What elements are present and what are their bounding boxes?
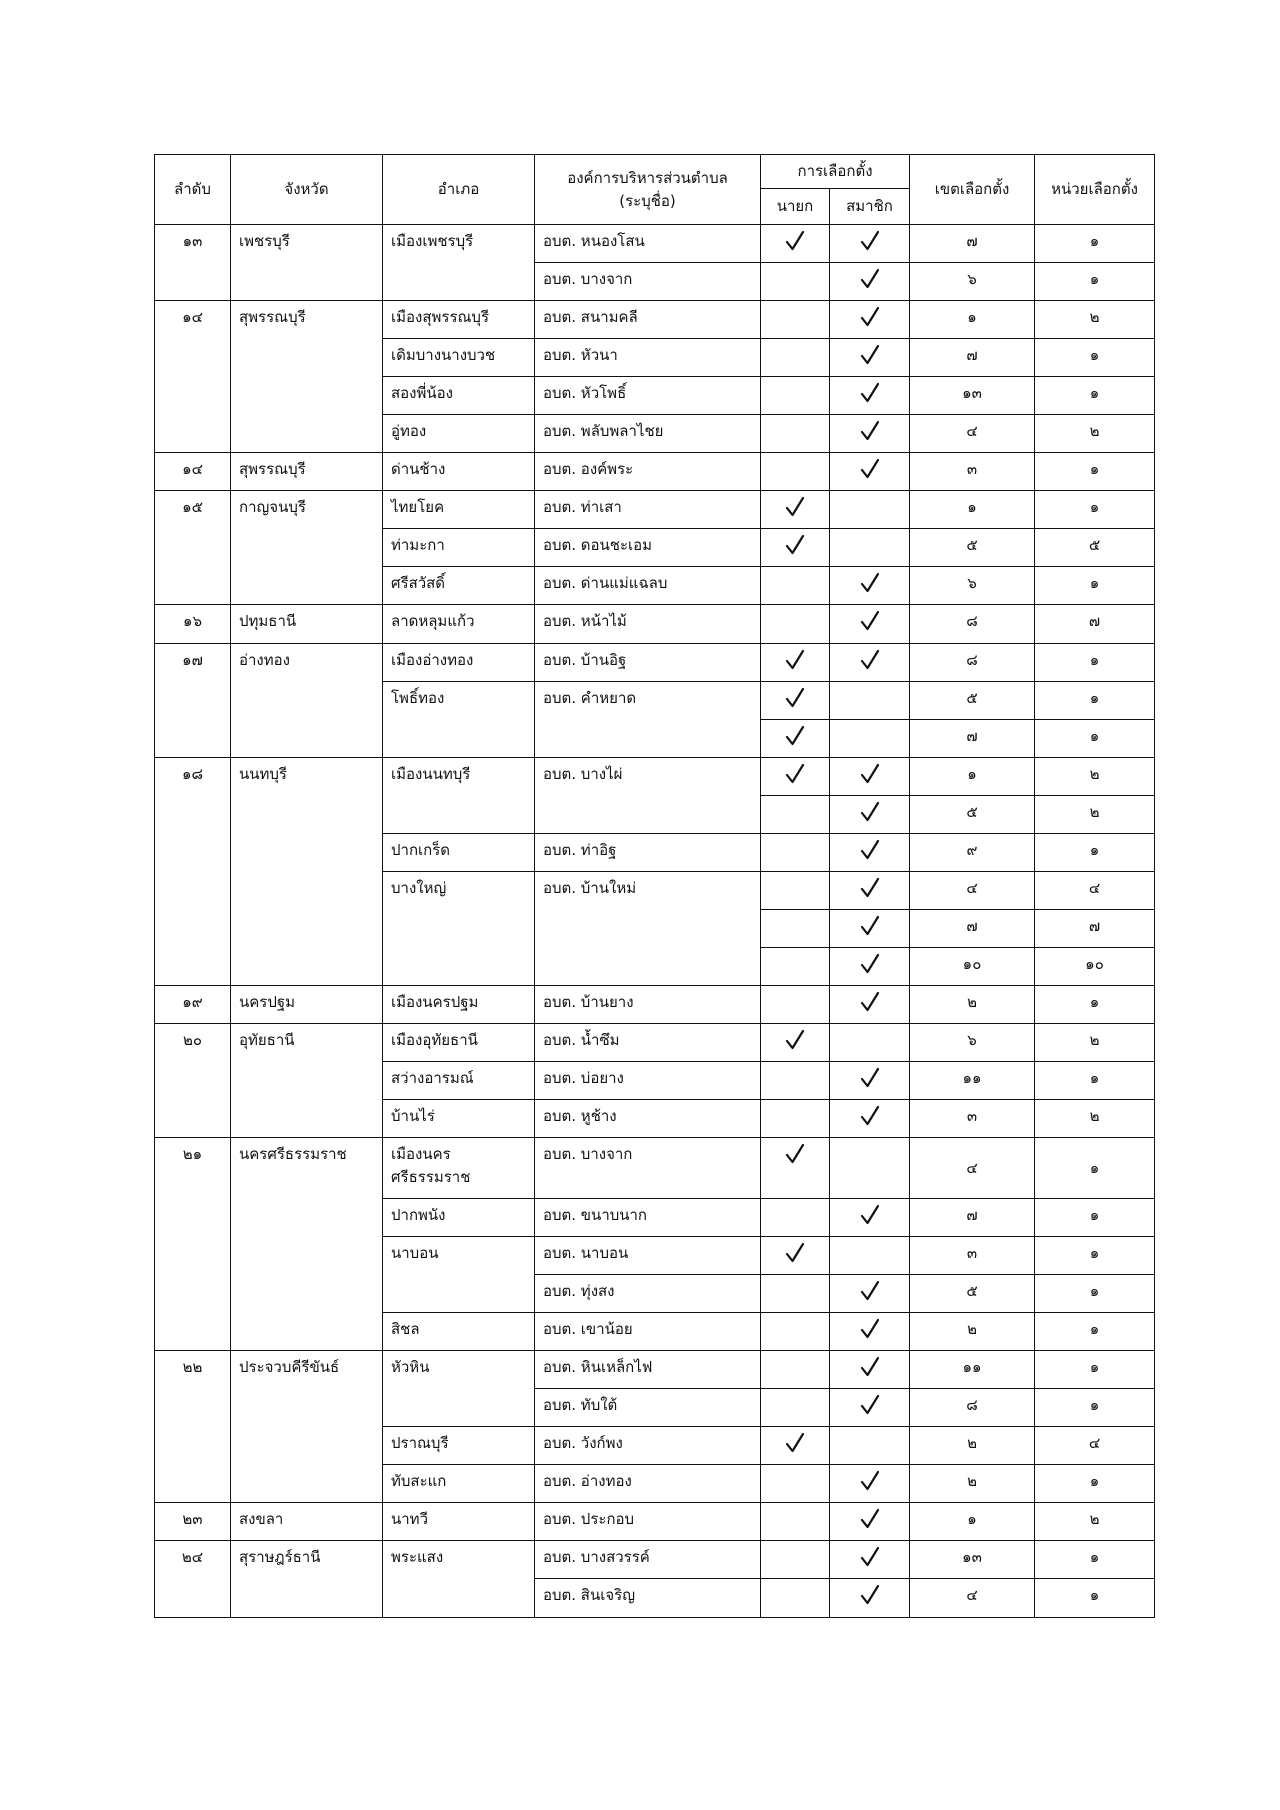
member-check-cell	[830, 909, 910, 947]
check-mark-icon	[859, 344, 881, 366]
row-number: ๑๘	[155, 757, 231, 985]
unit-cell: ๑	[1035, 453, 1155, 491]
unit-cell: ๒	[1035, 1503, 1155, 1541]
check-mark-icon	[784, 496, 806, 518]
mayor-check-cell	[761, 529, 830, 567]
unit-cell: ๒	[1035, 1023, 1155, 1061]
unit-cell: ๑	[1035, 1465, 1155, 1503]
organization-cell: อบต. วังก์พง	[535, 1427, 761, 1465]
header-mayor: นายก	[761, 189, 830, 225]
mayor-check-cell	[761, 757, 830, 795]
member-check-cell	[830, 947, 910, 985]
check-mark-icon	[859, 953, 881, 975]
check-mark-icon	[859, 1356, 881, 1378]
district-cell: ลาดหลุมแก้ว	[383, 605, 535, 643]
mayor-check-cell	[761, 947, 830, 985]
member-check-cell	[830, 1138, 910, 1199]
mayor-check-cell	[761, 1351, 830, 1389]
member-check-cell	[830, 1062, 910, 1100]
member-check-cell	[830, 529, 910, 567]
table-body	[155, 225, 1155, 1618]
district-cell: เมืองเพชรบุรี	[383, 225, 535, 301]
check-mark-icon	[859, 420, 881, 442]
province-cell: กาญจนบุรี	[231, 491, 383, 605]
zone-cell: ๓	[910, 1100, 1035, 1138]
zone-cell: ๔	[910, 1138, 1035, 1199]
unit-cell: ๒	[1035, 415, 1155, 453]
organization-cell: อบต. บางไผ่	[535, 757, 761, 833]
check-mark-icon	[784, 1143, 806, 1165]
check-mark-icon	[859, 1394, 881, 1416]
mayor-check-cell	[761, 1465, 830, 1503]
district-cell: นาบอน	[383, 1237, 535, 1313]
table-row	[155, 605, 1155, 643]
mayor-check-cell	[761, 339, 830, 377]
mayor-check-cell	[761, 567, 830, 605]
unit-cell: ๑	[1035, 1062, 1155, 1100]
zone-cell: ๘	[910, 605, 1035, 643]
organization-cell: อบต. สนามคลี	[535, 301, 761, 339]
organization-cell: อบต. ดอนชะเอม	[535, 529, 761, 567]
district-cell: ปากพนัง	[383, 1199, 535, 1237]
mayor-check-cell	[761, 1062, 830, 1100]
check-mark-icon	[859, 1508, 881, 1530]
member-check-cell	[830, 491, 910, 529]
header-organization-line1: องค์การบริหารส่วนตำบล	[567, 169, 728, 187]
organization-cell: อบต. บ้านยาง	[535, 985, 761, 1023]
zone-cell: ๑๑	[910, 1062, 1035, 1100]
row-number: ๒๒	[155, 1351, 231, 1503]
province-cell: สุราษฎร์ธานี	[231, 1541, 383, 1618]
unit-cell: ๑	[1035, 833, 1155, 871]
member-check-cell	[830, 1351, 910, 1389]
unit-cell: ๑	[1035, 377, 1155, 415]
check-mark-icon	[784, 534, 806, 556]
member-check-cell	[830, 1389, 910, 1427]
district-cell: เมืองนนทบุรี	[383, 757, 535, 833]
table-row	[155, 1023, 1155, 1061]
province-cell: นครศรีธรรมราช	[231, 1138, 383, 1351]
unit-cell: ๑	[1035, 339, 1155, 377]
district-cell: เมืองนครปฐม	[383, 985, 535, 1023]
member-check-cell	[830, 1023, 910, 1061]
table-row	[155, 225, 1155, 263]
organization-cell: อบต. พลับพลาไชย	[535, 415, 761, 453]
mayor-check-cell	[761, 491, 830, 529]
member-check-cell	[830, 415, 910, 453]
member-check-cell	[830, 719, 910, 757]
province-cell: นนทบุรี	[231, 757, 383, 985]
check-mark-icon	[859, 382, 881, 404]
zone-cell: ๑	[910, 491, 1035, 529]
zone-cell: ๒	[910, 985, 1035, 1023]
mayor-check-cell	[761, 1427, 830, 1465]
mayor-check-cell	[761, 833, 830, 871]
row-number: ๒๑	[155, 1138, 231, 1351]
unit-cell: ๗	[1035, 605, 1155, 643]
mayor-check-cell	[761, 871, 830, 909]
check-mark-icon	[784, 1029, 806, 1051]
row-number: ๑๔	[155, 453, 231, 491]
zone-cell: ๗	[910, 225, 1035, 263]
header-no: ลำดับ	[155, 155, 231, 225]
mayor-check-cell	[761, 225, 830, 263]
unit-cell: ๑	[1035, 263, 1155, 301]
row-number: ๒๓	[155, 1503, 231, 1541]
member-check-cell	[830, 377, 910, 415]
province-cell: สุพรรณบุรี	[231, 301, 383, 453]
organization-cell: อบต. บ้านใหม่	[535, 871, 761, 985]
member-check-cell	[830, 605, 910, 643]
row-number: ๒๔	[155, 1541, 231, 1618]
unit-cell: ๑	[1035, 1579, 1155, 1618]
mayor-check-cell	[761, 1389, 830, 1427]
organization-cell: อบต. น้ำซึม	[535, 1023, 761, 1061]
organization-cell: อบต. ท่าเสา	[535, 491, 761, 529]
header-election: การเลือกตั้ง	[761, 155, 910, 189]
unit-cell: ๑	[1035, 567, 1155, 605]
member-check-cell	[830, 833, 910, 871]
district-cell: เมืองอุทัยธานี	[383, 1023, 535, 1061]
zone-cell: ๗	[910, 1199, 1035, 1237]
check-mark-icon	[784, 763, 806, 785]
organization-cell: อบต. หนองโสน	[535, 225, 761, 263]
mayor-check-cell	[761, 719, 830, 757]
member-check-cell	[830, 985, 910, 1023]
zone-cell: ๑๓	[910, 377, 1035, 415]
organization-cell: อบต. หัวโพธิ์	[535, 377, 761, 415]
member-check-cell	[830, 681, 910, 719]
check-mark-icon	[859, 1470, 881, 1492]
check-mark-icon	[784, 230, 806, 252]
province-cell: นครปฐม	[231, 985, 383, 1023]
zone-cell: ๗	[910, 339, 1035, 377]
zone-cell: ๕	[910, 1275, 1035, 1313]
unit-cell: ๑	[1035, 1351, 1155, 1389]
province-cell: ประจวบคีรีขันธ์	[231, 1351, 383, 1503]
header-member: สมาชิก	[830, 189, 910, 225]
district-cell: บ้านไร่	[383, 1100, 535, 1138]
mayor-check-cell	[761, 263, 830, 301]
unit-cell: ๑	[1035, 491, 1155, 529]
member-check-cell	[830, 301, 910, 339]
row-number: ๒๐	[155, 1023, 231, 1137]
unit-cell: ๒	[1035, 795, 1155, 833]
district-cell: สองพี่น้อง	[383, 377, 535, 415]
district-cell: ปราณบุรี	[383, 1427, 535, 1465]
row-number: ๑๗	[155, 643, 231, 757]
mayor-check-cell	[761, 415, 830, 453]
table-row	[155, 985, 1155, 1023]
zone-cell: ๑	[910, 757, 1035, 795]
province-cell: อ่างทอง	[231, 643, 383, 757]
zone-cell: ๑๓	[910, 1541, 1035, 1579]
member-check-cell	[830, 1503, 910, 1541]
mayor-check-cell	[761, 643, 830, 681]
zone-cell: ๓	[910, 1237, 1035, 1275]
member-check-cell	[830, 339, 910, 377]
organization-cell: อบต. บางสวรรค์	[535, 1541, 761, 1579]
member-check-cell	[830, 1579, 910, 1618]
unit-cell: ๑๐	[1035, 947, 1155, 985]
district-cell: นาทวี	[383, 1503, 535, 1541]
check-mark-icon	[859, 1204, 881, 1226]
unit-cell: ๒	[1035, 301, 1155, 339]
province-cell: สุพรรณบุรี	[231, 453, 383, 491]
check-mark-icon	[859, 268, 881, 290]
mayor-check-cell	[761, 795, 830, 833]
zone-cell: ๗	[910, 909, 1035, 947]
table-row	[155, 491, 1155, 529]
zone-cell: ๔	[910, 871, 1035, 909]
unit-cell: ๑	[1035, 643, 1155, 681]
unit-cell: ๕	[1035, 529, 1155, 567]
check-mark-icon	[859, 991, 881, 1013]
zone-cell: ๘	[910, 643, 1035, 681]
unit-cell: ๑	[1035, 719, 1155, 757]
district-cell: ท่ามะกา	[383, 529, 535, 567]
member-check-cell	[830, 1465, 910, 1503]
row-number: ๑๔	[155, 301, 231, 453]
check-mark-icon	[859, 649, 881, 671]
table-row	[155, 1541, 1155, 1579]
check-mark-icon	[784, 649, 806, 671]
unit-cell: ๑	[1035, 1237, 1155, 1275]
district-cell: เดิมบางนางบวช	[383, 339, 535, 377]
header-province: จังหวัด	[231, 155, 383, 225]
member-check-cell	[830, 225, 910, 263]
mayor-check-cell	[761, 1275, 830, 1313]
zone-cell: ๕	[910, 681, 1035, 719]
row-number: ๑๖	[155, 605, 231, 643]
member-check-cell	[830, 453, 910, 491]
organization-cell: อบต. สินเจริญ	[535, 1579, 761, 1618]
province-cell: เพชรบุรี	[231, 225, 383, 301]
unit-cell: ๑	[1035, 985, 1155, 1023]
check-mark-icon	[859, 306, 881, 328]
district-cell: โพธิ์ทอง	[383, 681, 535, 757]
zone-cell: ๕	[910, 529, 1035, 567]
province-cell: สงขลา	[231, 1503, 383, 1541]
check-mark-icon	[859, 1318, 881, 1340]
zone-cell: ๒	[910, 1313, 1035, 1351]
mayor-check-cell	[761, 453, 830, 491]
check-mark-icon	[784, 725, 806, 747]
mayor-check-cell	[761, 1579, 830, 1618]
check-mark-icon	[859, 1067, 881, 1089]
header-organization	[535, 155, 761, 225]
province-cell: อุทัยธานี	[231, 1023, 383, 1137]
district-cell: เมืองอ่างทอง	[383, 643, 535, 681]
organization-cell: อบต. ประกอบ	[535, 1503, 761, 1541]
table-row	[155, 1138, 1155, 1199]
organization-cell: อบต. ทุ่งสง	[535, 1275, 761, 1313]
zone-cell: ๒	[910, 1427, 1035, 1465]
table-row	[155, 1351, 1155, 1389]
member-check-cell	[830, 1237, 910, 1275]
check-mark-icon	[859, 230, 881, 252]
organization-cell: อบต. ท่าอิฐ	[535, 833, 761, 871]
unit-cell: ๑	[1035, 1541, 1155, 1579]
member-check-cell	[830, 263, 910, 301]
district-cell: บางใหญ่	[383, 871, 535, 985]
unit-cell: ๒	[1035, 1100, 1155, 1138]
check-mark-icon	[784, 1242, 806, 1264]
check-mark-icon	[859, 877, 881, 899]
district-cell: ด่านช้าง	[383, 453, 535, 491]
header-organization-line2: (ระบุชื่อ)	[619, 191, 676, 210]
organization-cell: อบต. บ้านอิฐ	[535, 643, 761, 681]
unit-cell: ๑	[1035, 225, 1155, 263]
mayor-check-cell	[761, 1023, 830, 1061]
mayor-check-cell	[761, 985, 830, 1023]
election-table	[154, 154, 1155, 1618]
unit-cell: ๔	[1035, 1427, 1155, 1465]
check-mark-icon	[859, 610, 881, 632]
district-cell: อู่ทอง	[383, 415, 535, 453]
organization-cell: อบต. อ่างทอง	[535, 1465, 761, 1503]
mayor-check-cell	[761, 1313, 830, 1351]
district-cell: หัวหิน	[383, 1351, 535, 1427]
zone-cell: ๖	[910, 567, 1035, 605]
zone-cell: ๓	[910, 453, 1035, 491]
mayor-check-cell	[761, 377, 830, 415]
mayor-check-cell	[761, 301, 830, 339]
district-cell: สว่างอารมณ์	[383, 1062, 535, 1100]
member-check-cell	[830, 567, 910, 605]
organization-cell: อบต. คำหยาด	[535, 681, 761, 757]
organization-cell: อบต. ด่านแม่แฉลบ	[535, 567, 761, 605]
member-check-cell	[830, 795, 910, 833]
mayor-check-cell	[761, 1237, 830, 1275]
unit-cell: ๑	[1035, 1389, 1155, 1427]
zone-cell: ๙	[910, 833, 1035, 871]
unit-cell: ๑	[1035, 1313, 1155, 1351]
organization-cell: อบต. บางจาก	[535, 263, 761, 301]
unit-cell: ๒	[1035, 757, 1155, 795]
unit-cell: ๑	[1035, 681, 1155, 719]
check-mark-icon	[859, 1584, 881, 1606]
check-mark-icon	[859, 801, 881, 823]
check-mark-icon	[859, 763, 881, 785]
table-row	[155, 757, 1155, 795]
table-row	[155, 1503, 1155, 1541]
unit-cell: ๑	[1035, 1275, 1155, 1313]
organization-cell: อบต. เขาน้อย	[535, 1313, 761, 1351]
row-number: ๑๙	[155, 985, 231, 1023]
check-mark-icon	[859, 458, 881, 480]
unit-cell: ๔	[1035, 871, 1155, 909]
check-mark-icon	[859, 572, 881, 594]
unit-cell: ๗	[1035, 909, 1155, 947]
check-mark-icon	[859, 1280, 881, 1302]
zone-cell: ๔	[910, 415, 1035, 453]
member-check-cell	[830, 1100, 910, 1138]
organization-cell: อบต. องค์พระ	[535, 453, 761, 491]
zone-cell: ๑	[910, 1503, 1035, 1541]
table-row	[155, 301, 1155, 339]
organization-cell: อบต. หน้าไม้	[535, 605, 761, 643]
district-cell: พระแสง	[383, 1541, 535, 1618]
header-unit: หน่วยเลือกตั้ง	[1035, 155, 1155, 225]
zone-cell: ๖	[910, 263, 1035, 301]
table-row	[155, 453, 1155, 491]
row-number: ๑๕	[155, 491, 231, 605]
member-check-cell	[830, 1541, 910, 1579]
organization-cell: อบต. ขนาบนาก	[535, 1199, 761, 1237]
zone-cell: ๗	[910, 719, 1035, 757]
member-check-cell	[830, 871, 910, 909]
mayor-check-cell	[761, 1100, 830, 1138]
check-mark-icon	[859, 839, 881, 861]
mayor-check-cell	[761, 1138, 830, 1199]
zone-cell: ๔	[910, 1579, 1035, 1618]
zone-cell: ๑๐	[910, 947, 1035, 985]
election-table-sheet	[154, 154, 1154, 1618]
district-cell: ไทยโยค	[383, 491, 535, 529]
district-cell: เมืองสุพรรณบุรี	[383, 301, 535, 339]
mayor-check-cell	[761, 909, 830, 947]
row-number: ๑๓	[155, 225, 231, 301]
district-cell: สิชล	[383, 1313, 535, 1351]
member-check-cell	[830, 1313, 910, 1351]
zone-cell: ๖	[910, 1023, 1035, 1061]
organization-cell: อบต. นาบอน	[535, 1237, 761, 1275]
member-check-cell	[830, 757, 910, 795]
header-zone: เขตเลือกตั้ง	[910, 155, 1035, 225]
member-check-cell	[830, 643, 910, 681]
zone-cell: ๒	[910, 1465, 1035, 1503]
district-cell: ทับสะแก	[383, 1465, 535, 1503]
zone-cell: ๑๑	[910, 1351, 1035, 1389]
check-mark-icon	[859, 915, 881, 937]
organization-cell: อบต. บางจาก	[535, 1138, 761, 1199]
zone-cell: ๘	[910, 1389, 1035, 1427]
district-cell: ปากเกร็ด	[383, 833, 535, 871]
member-check-cell	[830, 1427, 910, 1465]
mayor-check-cell	[761, 1503, 830, 1541]
district-cell: เมืองนคร ศรีธรรมราช	[383, 1138, 535, 1199]
organization-cell: อบต. ทับใต้	[535, 1389, 761, 1427]
mayor-check-cell	[761, 605, 830, 643]
province-cell: ปทุมธานี	[231, 605, 383, 643]
check-mark-icon	[859, 1546, 881, 1568]
unit-cell: ๑	[1035, 1199, 1155, 1237]
check-mark-icon	[859, 1105, 881, 1127]
organization-cell: อบต. หูช้าง	[535, 1100, 761, 1138]
member-check-cell	[830, 1275, 910, 1313]
mayor-check-cell	[761, 681, 830, 719]
zone-cell: ๑	[910, 301, 1035, 339]
unit-cell: ๑	[1035, 1138, 1155, 1199]
member-check-cell	[830, 1199, 910, 1237]
district-cell: ศรีสวัสดิ์	[383, 567, 535, 605]
check-mark-icon	[784, 687, 806, 709]
header-district: อำเภอ	[383, 155, 535, 225]
mayor-check-cell	[761, 1199, 830, 1237]
mayor-check-cell	[761, 1541, 830, 1579]
table-row	[155, 643, 1155, 681]
check-mark-icon	[784, 1432, 806, 1454]
zone-cell: ๕	[910, 795, 1035, 833]
organization-cell: อบต. หัวนา	[535, 339, 761, 377]
organization-cell: อบต. บ่อยาง	[535, 1062, 761, 1100]
organization-cell: อบต. หินเหล็กไฟ	[535, 1351, 761, 1389]
